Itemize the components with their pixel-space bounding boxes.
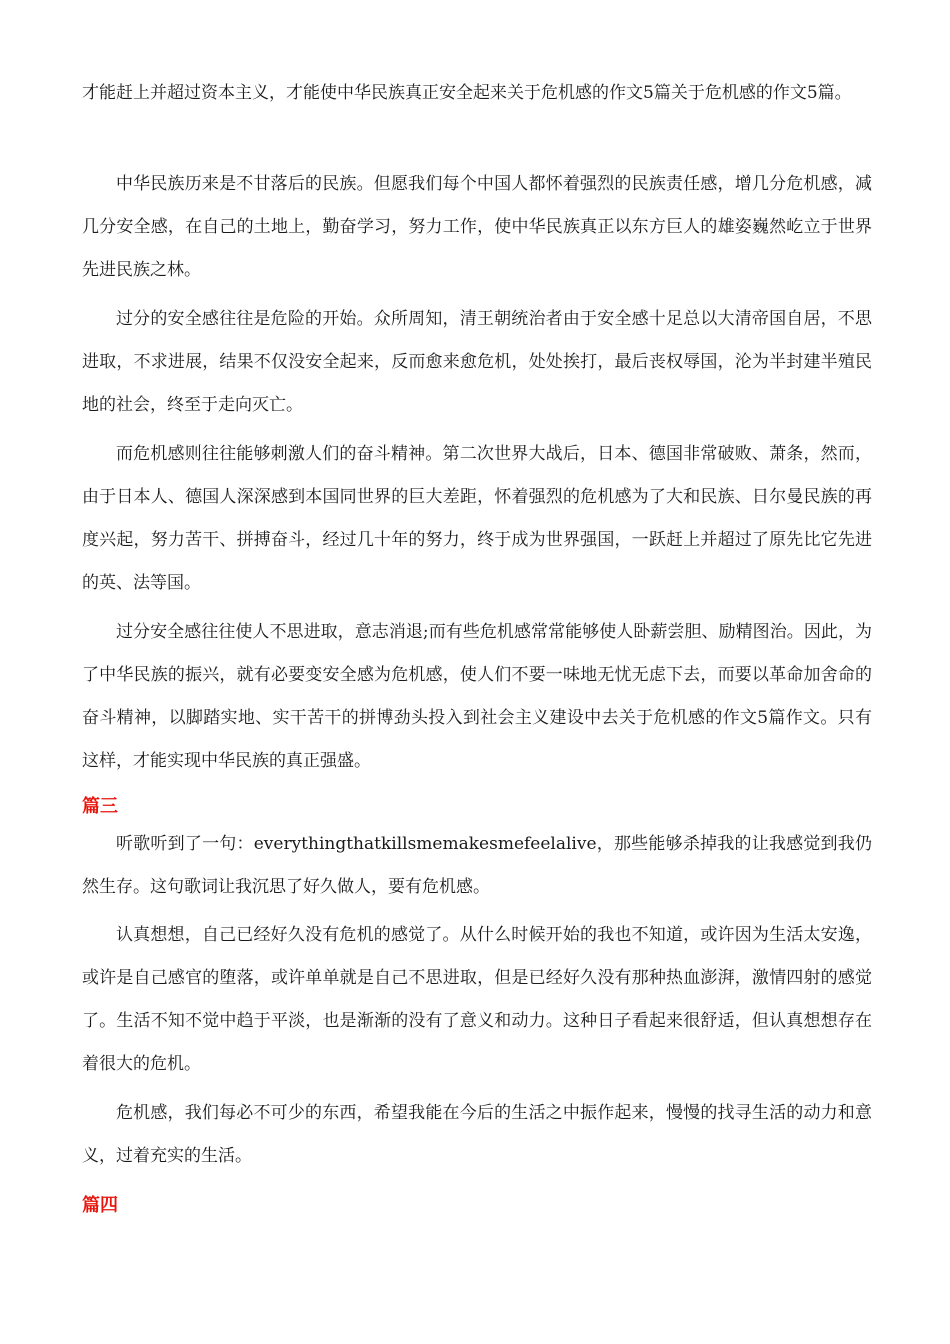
paragraph-conclusion: 过分安全感往往使人不思进取，意志消退;而有些危机感常常能够使人卧薪尝胆、励精图治。因此，为了中华民族的振兴，就有必要变安全感为危机感，使人们不要一味地无忧无虑下去，而要以革命加舍命的奋斗精神，以脚踏实地、实干苦干的拼博劲头投入到社会主义建设中去关于危机感的作文5篇作文。只有这样，才能实现中华民族的真正强盛。 <box>82 622 872 771</box>
section-heading-4: 篇四 <box>82 1195 118 1216</box>
paragraph-reflection: 认真想想，自己已经好久没有危机的感觉了。从什么时候开始的我也不知道，或许因为生活太安逸，或许是自己感官的堕落，或许单单就是自己不思进取，但是已经好久没有那种热血澎湃，激情四射的感觉了。生活不知不觉中趋于平淡，也是渐渐的没有了意义和动力。这种日子看起来很舒适，但认真想想存在着很大的危机。 <box>82 925 872 1074</box>
section-heading-3: 篇三 <box>82 796 118 817</box>
paragraph-continuation: 才能赶上并超过资本主义，才能使中华民族真正安全起来关于危机感的作文5篇关于危机感的作文5篇。 <box>82 83 852 103</box>
paragraph-postwar-recovery: 而危机感则往往能够刺激人们的奋斗精神。第二次世界大战后，日本、德国非常破败、萧条，然而，由于日本人、德国人深深感到本国同世界的巨大差距，怀着强烈的危机感为了大和民族、日尔曼民族的再度兴起，努力苦干、拼搏奋斗，经过几十年的努力，终于成为世界强国，一跃赶上并超过了原先比它先进的英、法等国。 <box>82 444 872 593</box>
paragraph-national-responsibility: 中华民族历来是不甘落后的民族。但愿我们每个中国人都怀着强烈的民族责任感，增几分危机感，减几分安全感，在自己的土地上，勤奋学习，努力工作，使中华民族真正以东方巨人的雄姿巍然屹立于世界先进民族之林。 <box>82 174 872 280</box>
paragraph-song-lyric: 听歌听到了一句：everythingthatkillsmemakesmefeelalive，那些能够杀掉我的让我感觉到我仍然生存。这句歌词让我沉思了好久做人，要有危机感。 <box>82 834 872 897</box>
paragraph-qing-dynasty: 过分的安全感往往是危险的开始。众所周知，清王朝统治者由于安全感十足总以大清帝国自居，不思进取，不求进展，结果不仅没安全起来，反而愈来愈危机，处处挨打，最后丧权辱国，沦为半封建半殖民地的社会，终至于走向灭亡。 <box>82 309 872 415</box>
paragraph-hope: 危机感，我们每必不可少的东西，希望我能在今后的生活之中振作起来，慢慢的找寻生活的动力和意义，过着充实的生活。 <box>82 1103 872 1166</box>
